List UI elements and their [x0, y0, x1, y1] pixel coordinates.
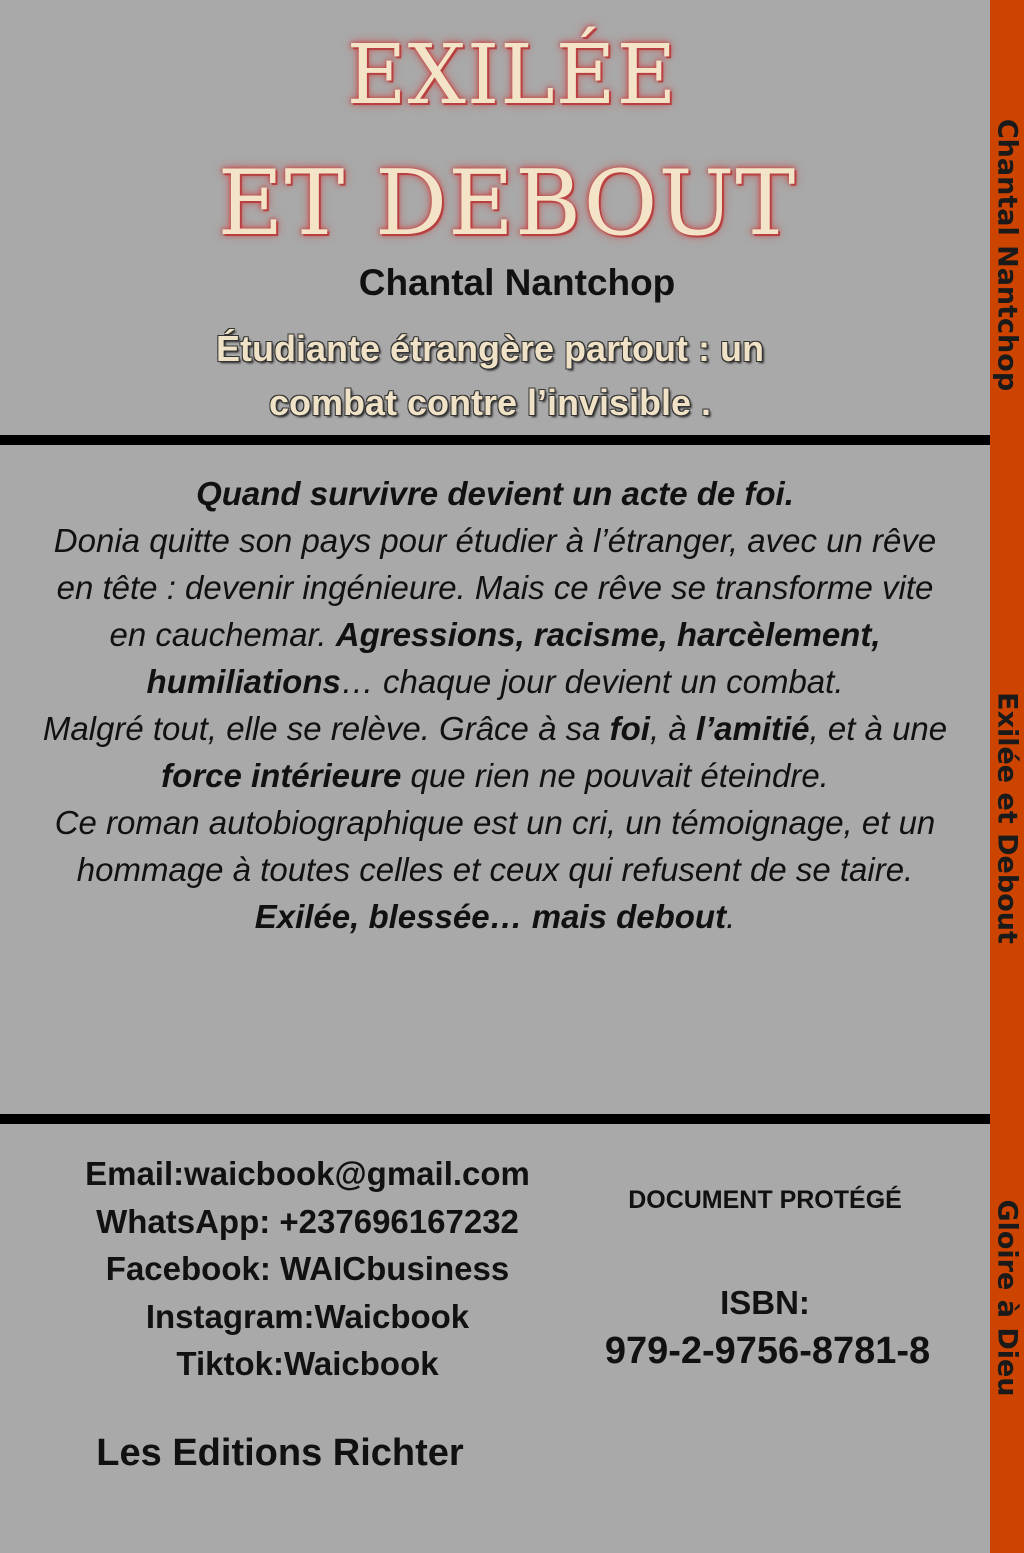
blurb-paragraph-1: Donia quitte son pays pour étudier à l’étranger, avec un rêve en tête : devenir ingénieure. Mais ce rêve se transforme vite en cauchemar. Agressions, racisme, harcèlement, humiliations… chaque jour devient un combat. — [53, 522, 937, 700]
spine-title: Exilée et Debout — [991, 692, 1023, 944]
contact-email: Email:waicbook@gmail.com — [85, 1155, 530, 1192]
contact-facebook: Facebook: WAICbusiness — [105, 1250, 510, 1287]
blurb-heading: Quand survivre devient un acte de foi. — [196, 475, 794, 512]
blurb-paragraph-3: Ce roman autobiographique est un cri, un témoignage, et un hommage à toutes celles et ceux qui refusent de se taire. — [54, 804, 936, 888]
contact-instagram: Instagram:Waicbook — [145, 1297, 470, 1335]
bottom-divider — [0, 1114, 990, 1124]
subtitle-line1: Étudiante étrangère partout : un — [215, 328, 765, 369]
publisher-name: Les Editions Richter — [96, 1432, 464, 1474]
book-subtitle — [60, 322, 920, 430]
protected-notice: DOCUMENT PROTÉGÉ — [628, 1186, 902, 1214]
spine-author: Chantal Nantchop — [991, 118, 1023, 392]
blurb-paragraph-2: Malgré tout, elle se relève. Grâce à sa foi, à l’amitié, et à une force intérieure que rien ne pouvait éteindre. — [42, 710, 948, 794]
top-divider — [0, 435, 990, 445]
subtitle-line2: combat contre l’invisible . — [268, 382, 712, 423]
contact-tiktok: Tiktok:Waicbook — [176, 1345, 439, 1382]
blurb-closing: Exilée, blessée… mais debout. — [254, 898, 736, 935]
contact-whatsapp: WhatsApp: +237696167232 — [96, 1202, 519, 1240]
back-cover-blurb — [40, 470, 950, 940]
book-title-line2: ET DEBOUT — [217, 151, 797, 256]
book-title-line1: EXILÉE — [346, 28, 678, 123]
spine-motto: Gloire à Dieu — [991, 1199, 1023, 1397]
author-name: Chantal Nantchop — [358, 262, 676, 303]
isbn-number: 979-2-9756-8781-8 — [604, 1330, 931, 1372]
isbn-label: ISBN: — [720, 1284, 810, 1321]
contact-info — [30, 1150, 585, 1388]
